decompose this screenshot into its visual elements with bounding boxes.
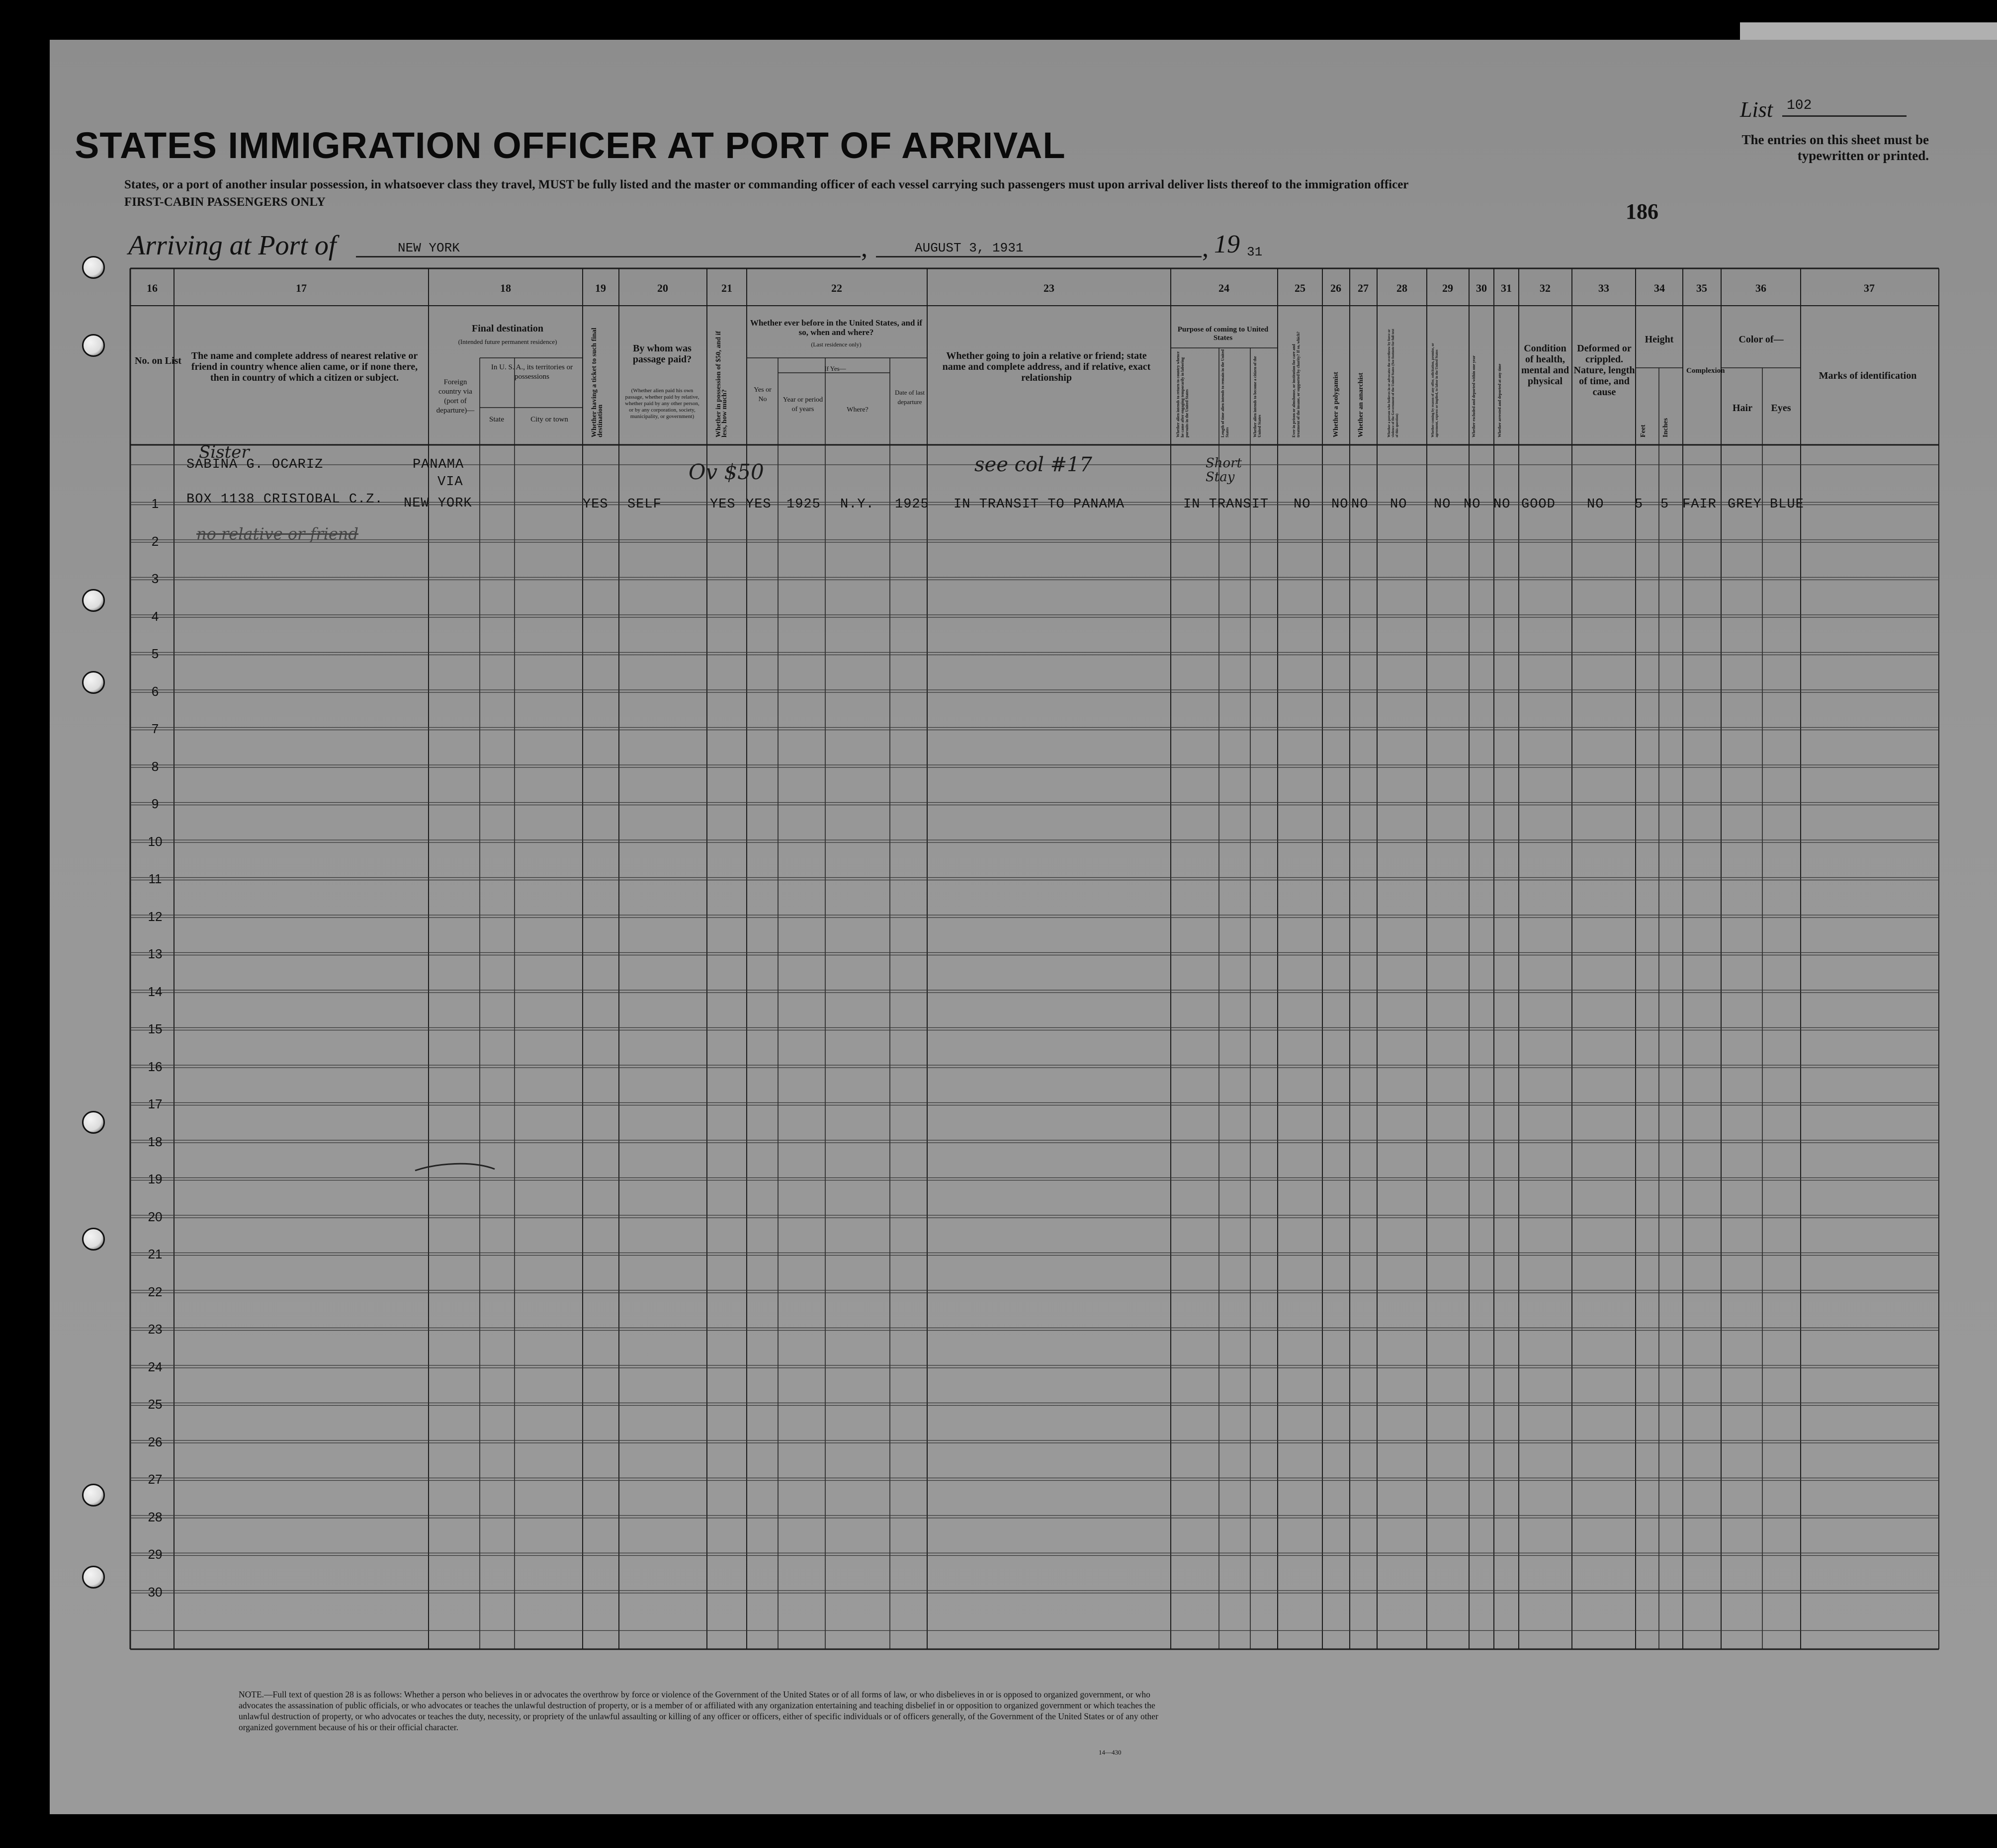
header-col23: Whether going to join a relative or friend; state name and complete address, and if relative, exact relationship xyxy=(942,350,1151,383)
header-col22-ifyes: If Yes— xyxy=(824,365,846,372)
row-number-5: 5 xyxy=(151,646,159,661)
height-feet-value: 5 xyxy=(1635,497,1644,512)
manifest-sheet xyxy=(50,40,1997,1814)
header-col31: Whether arrested and deported at any time xyxy=(1497,363,1502,437)
row-number-17: 17 xyxy=(148,1096,163,1111)
port-underline xyxy=(356,256,861,257)
header-col24-b: Length of time alien intends to remain in the United States xyxy=(1220,349,1229,437)
header-col34-title: Height xyxy=(1645,334,1674,345)
column-number-36: 36 xyxy=(1755,282,1766,294)
paid-by-value: SELF xyxy=(627,497,662,512)
column-number-17: 17 xyxy=(296,282,307,294)
row-number-18: 18 xyxy=(148,1134,163,1149)
year-suffix: 31 xyxy=(1247,245,1263,259)
row-number-27: 27 xyxy=(148,1472,163,1487)
header-col18-state: State xyxy=(489,416,504,423)
header-col33: Deformed or crippled. Nature, length of time, and cause xyxy=(1573,343,1635,398)
year-prefix: 19 xyxy=(1214,230,1240,258)
header-col24-title: Purpose of coming to United States xyxy=(1177,326,1269,342)
row-number-6: 6 xyxy=(151,683,159,699)
hair-value: GREY xyxy=(1728,497,1762,512)
binder-hole xyxy=(82,671,105,694)
header-col18-usa: In U. S. A., its territories or possessions xyxy=(491,363,573,381)
row-number-21: 21 xyxy=(148,1247,163,1261)
col31-value: NO xyxy=(1493,497,1511,512)
header-col22-date: Date of last departure xyxy=(895,389,925,406)
binder-hole xyxy=(82,1484,105,1507)
join-value: IN TRANSIT TO PANAMA xyxy=(954,497,1125,512)
col25-value: NO xyxy=(1294,497,1311,512)
row-number-2: 2 xyxy=(151,533,159,549)
list-underline xyxy=(1782,115,1907,117)
header-col17: The name and complete address of nearest relative or friend in country whence alien came, or if none there, then in country of which a citizen or subject. xyxy=(191,350,418,383)
row-number-15: 15 xyxy=(148,1021,163,1036)
height-inches-value: 5 xyxy=(1660,497,1669,512)
col30-value: NO xyxy=(1464,497,1481,512)
ticket-value: YES xyxy=(583,497,608,512)
row-number-1: 1 xyxy=(151,496,159,511)
column-number-25: 25 xyxy=(1295,282,1305,294)
header-col18-foreign: Foreign country via (port of departure)— xyxy=(436,378,475,415)
row-number-8: 8 xyxy=(151,758,159,774)
col26-value: NO xyxy=(1331,497,1349,512)
column-number-28: 28 xyxy=(1396,282,1407,294)
header-col18-note: (Intended future permanent residence) xyxy=(458,338,557,345)
row-number-29: 29 xyxy=(148,1547,163,1562)
row-number-9: 9 xyxy=(151,796,159,811)
header-col24-a: Whether alien intends to return to country whence he came after engaging temporarily in laboring pursuits in the United States xyxy=(1176,351,1189,437)
where-value: N.Y. xyxy=(840,497,874,512)
pen-mark xyxy=(413,1158,502,1178)
binder-hole xyxy=(82,1228,105,1251)
row-number-12: 12 xyxy=(148,909,163,924)
money-value: YES xyxy=(710,497,736,512)
eyes-value: BLUE xyxy=(1770,497,1804,512)
column-number-18: 18 xyxy=(500,282,511,294)
header-col18-city: City or town xyxy=(530,416,568,423)
crossed-out-note: no relative or friend xyxy=(196,524,359,543)
header-col24-c: Whether alien intends to become a citizen of the United States xyxy=(1253,356,1262,437)
header-col21: Whether in possession of $50, and if less, how much? xyxy=(715,331,728,437)
comma: , xyxy=(861,234,868,262)
header-instructions: States, or a port of another insular possession, in whatsoever class they travel, MUST be fully listed and the master or commanding officer of each vessel carrying such passengers must upon arrival deliver lists thereof to the immigration officer xyxy=(124,178,1409,191)
header-col36-title: Color of— xyxy=(1738,334,1784,345)
header-col28: Whether a person who believes in or advocates the overthrow by force or violence of the Government of the United States (See footnote for full text of this question) xyxy=(1387,329,1399,437)
row-number-16: 16 xyxy=(148,1059,163,1074)
row-number-10: 10 xyxy=(148,834,163,849)
page-title: STATES IMMIGRATION OFFICER AT PORT OF ARRIVAL xyxy=(75,125,1066,166)
binder-hole xyxy=(82,334,105,357)
column-number-27: 27 xyxy=(1358,282,1369,294)
date-underline xyxy=(876,256,1202,257)
header-col20-title: By whom was passage paid? xyxy=(632,343,692,365)
row-number-30: 30 xyxy=(148,1584,163,1599)
deformed-value: NO xyxy=(1587,497,1604,512)
before-in-us-value: YES xyxy=(746,497,772,512)
column-number-30: 30 xyxy=(1476,282,1487,294)
row-number-3: 3 xyxy=(151,571,159,586)
column-number-31: 31 xyxy=(1501,282,1512,294)
column-number-34: 34 xyxy=(1654,282,1665,294)
header-col27: Whether an anarchist xyxy=(1357,372,1365,437)
comma: , xyxy=(1202,234,1209,262)
destination-port: NEW YORK xyxy=(404,496,472,511)
header-col30: Whether excluded and deported within one year xyxy=(1472,355,1476,437)
column-number-35: 35 xyxy=(1696,282,1707,294)
column-number-33: 33 xyxy=(1598,282,1609,294)
header-col22-year: Year or period of years xyxy=(782,396,823,413)
header-no-on-list: No. on List xyxy=(135,355,181,366)
binder-hole xyxy=(82,1111,105,1134)
join-handwritten: see col #17 xyxy=(974,453,1092,476)
header-col26: Whether a polygamist xyxy=(1332,372,1340,437)
header-col19: Whether having a ticket to such final destination xyxy=(591,328,604,437)
row-number-19: 19 xyxy=(148,1172,163,1186)
header-col34-feet: Feet xyxy=(1640,424,1647,437)
header-col18-title: Final destination xyxy=(472,323,543,334)
departure-value: 1925 xyxy=(895,497,929,512)
header-col22-title: Whether ever before in the United States, and if so, when and where? xyxy=(750,318,923,337)
health-value: GOOD xyxy=(1521,497,1556,512)
row-number-11: 11 xyxy=(148,871,162,886)
binder-hole xyxy=(82,1566,105,1589)
list-number: 102 xyxy=(1787,98,1812,113)
column-number-24: 24 xyxy=(1218,282,1229,294)
col29-value: NO xyxy=(1434,497,1451,512)
binder-hole xyxy=(82,256,105,279)
years-value: 1925 xyxy=(786,497,821,512)
binder-hole xyxy=(82,589,105,612)
relative-address: BOX 1138 CRISTOBAL C.Z. xyxy=(186,492,383,507)
column-number-21: 21 xyxy=(721,282,732,294)
row-number-7: 7 xyxy=(151,721,159,736)
header-col37: Marks of identification xyxy=(1819,370,1917,381)
footnote-question-28: NOTE.—Full text of question 28 is as follows: Whether a person who believes in or advocates the overthrow by force or violence of the Government of the United States or of all forms of law, or who disbelieves in or is opposed to organized government, or who advocates the assassination of public officials, or who advocates or teaches the unlawful destruction of property, or is a member of or affiliated with any organization entertaining and teaching disbelief in or opposition to organized government or which teaches the unlawful destruction of property, or who advocates or teaches the duty, necessity, or propriety of the unlawful assaulting or killing of any officer or officers, either of specific individuals or of officers generally, of the Government of the United States or of any other organized government because of his or their official character. xyxy=(239,1689,1158,1732)
column-number-29: 29 xyxy=(1442,282,1453,294)
passenger-class: FIRST-CABIN PASSENGERS ONLY xyxy=(124,195,326,209)
header-col35: Complexion xyxy=(1686,367,1725,375)
col28-value: NO xyxy=(1390,497,1407,512)
header-col22-note: (Last residence only) xyxy=(811,341,862,348)
row-number-22: 22 xyxy=(148,1284,163,1299)
column-number-37: 37 xyxy=(1864,282,1875,294)
relation-handwritten: Sister xyxy=(199,442,250,462)
arriving-label: Arriving at Port of xyxy=(128,230,337,261)
header-col29: Whether coming by reason of any offer, solicitation, promise, or agreement, express or implied, to labor in the United States xyxy=(1431,343,1439,437)
row-number-26: 26 xyxy=(148,1434,163,1449)
row-number-20: 20 xyxy=(148,1209,163,1224)
col27-value: NO xyxy=(1351,497,1369,512)
date-value: AUGUST 3, 1931 xyxy=(915,241,1024,255)
column-number-32: 32 xyxy=(1540,282,1551,294)
column-number-26: 26 xyxy=(1330,282,1341,294)
destination-country: PANAMA xyxy=(413,457,464,472)
column-number-23: 23 xyxy=(1043,282,1054,294)
header-col22-where: Where? xyxy=(847,406,868,414)
column-number-20: 20 xyxy=(657,282,668,294)
sheet-number: 186 xyxy=(1626,199,1658,224)
complexion-value: FAIR xyxy=(1682,497,1717,512)
relative-name: SABINA G. OCARIZ xyxy=(186,457,324,472)
row-number-28: 28 xyxy=(148,1509,163,1524)
row-number-23: 23 xyxy=(148,1322,163,1337)
row-number-14: 14 xyxy=(148,984,163,999)
header-col34-inches: Inches xyxy=(1662,418,1669,437)
row-number-24: 24 xyxy=(148,1359,163,1374)
header-col20-note: (Whether alien paid his own passage, whether paid by relative, whether paid by any other person, or by any corporation, society, municipality, or government) xyxy=(625,388,699,420)
row-number-4: 4 xyxy=(151,608,159,624)
money-handwritten: Ov $50 xyxy=(689,460,764,484)
purpose-handwritten: Short Stay xyxy=(1206,456,1242,485)
list-label: List xyxy=(1740,97,1773,122)
header-col36-eyes: Eyes xyxy=(1771,403,1791,414)
row-number-25: 25 xyxy=(148,1397,163,1412)
column-number-16: 16 xyxy=(147,282,158,294)
column-number-22: 22 xyxy=(831,282,842,294)
header-col36-hair: Hair xyxy=(1733,403,1752,414)
purpose-value: IN TRANSIT xyxy=(1183,497,1269,512)
column-number-19: 19 xyxy=(595,282,606,294)
entries-note: The entries on this sheet must be typewritten or printed. xyxy=(1741,132,1929,163)
header-col22-yesno: Yes or No xyxy=(754,386,772,403)
form-number: 14—430 xyxy=(1099,1749,1122,1756)
port-value: NEW YORK xyxy=(398,241,460,255)
row-number-13: 13 xyxy=(148,946,163,961)
header-col25: Ever in prison or almshouse, or institution for care and treatment of the insane, or supported by charity? If so, which? xyxy=(1292,331,1301,437)
destination-via: VIA xyxy=(437,475,463,490)
header-col32: Condition of health, mental and physical xyxy=(1521,343,1569,387)
